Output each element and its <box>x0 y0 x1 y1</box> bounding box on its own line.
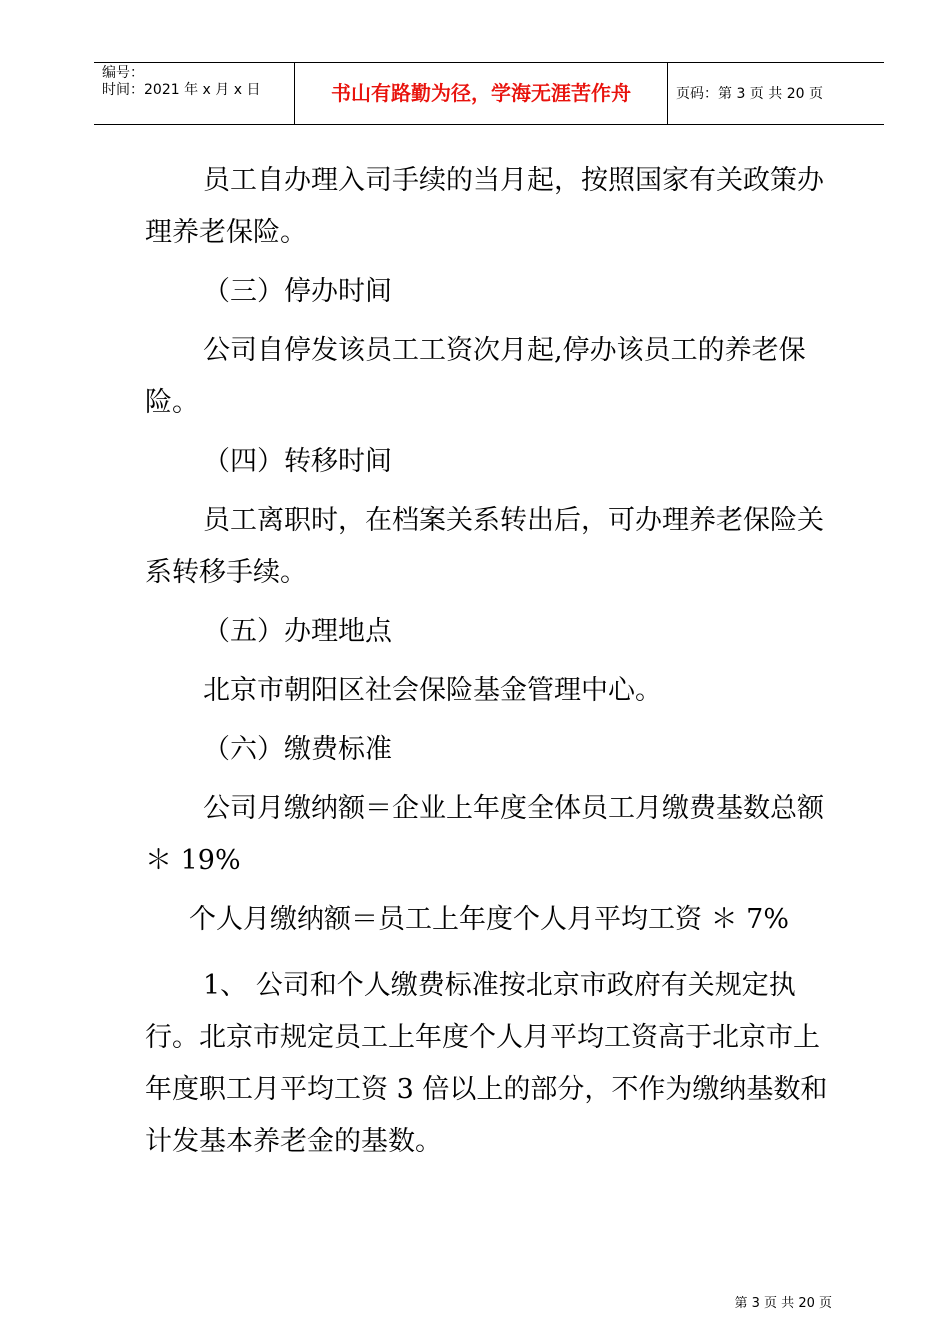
page-footer: 第 3 页 共 20 页 <box>734 1296 832 1311</box>
header-motto: 书山有路勤为径，学海无涯苦作舟 <box>331 81 631 105</box>
formula-company-payment: 公司月缴纳额＝企业上年度全体员工月缴费基数总额 ＊ 19% <box>145 793 824 876</box>
paragraph-location: 北京市朝阳区社会保险基金管理中心。 <box>203 675 662 706</box>
header-divider-right <box>667 63 668 124</box>
header-meta <box>102 65 260 99</box>
header-page-number: 页码：第 3 页 共 20 页 <box>676 86 823 102</box>
heading-payment-standard: （六）缴费标准 <box>203 734 392 765</box>
header-time: 时间：2021 年 x 月 x 日 <box>102 82 261 98</box>
heading-location: （五）办理地点 <box>203 616 392 647</box>
heading-transfer-time: （四）转移时间 <box>203 446 392 477</box>
formula-personal-payment: 个人月缴纳额＝员工上年度个人月平均工资 ＊ 7% <box>189 904 789 935</box>
document-body <box>145 155 835 1168</box>
header-code-label: 编号： <box>102 65 144 81</box>
heading-stop-time: （三）停办时间 <box>203 276 392 307</box>
paragraph-stop-time: 公司自停发该员工工资次月起,停办该员工的养老保险。 <box>145 335 806 418</box>
paragraph-rule-1: 1、 公司和个人缴费标准按北京市政府有关规定执行。北京市规定员工上年度个人月平均工资高于北京市上年度职工月平均工资 3 倍以上的部分，不作为缴纳基数和计发基本养老金的基数。 <box>145 970 828 1157</box>
paragraph-transfer-time: 员工离职时，在档案关系转出后，可办理养老保险关系转移手续。 <box>145 505 824 588</box>
page-header <box>94 62 884 125</box>
paragraph-enrollment: 员工自办理入司手续的当月起，按照国家有关政策办理养老保险。 <box>145 165 824 248</box>
